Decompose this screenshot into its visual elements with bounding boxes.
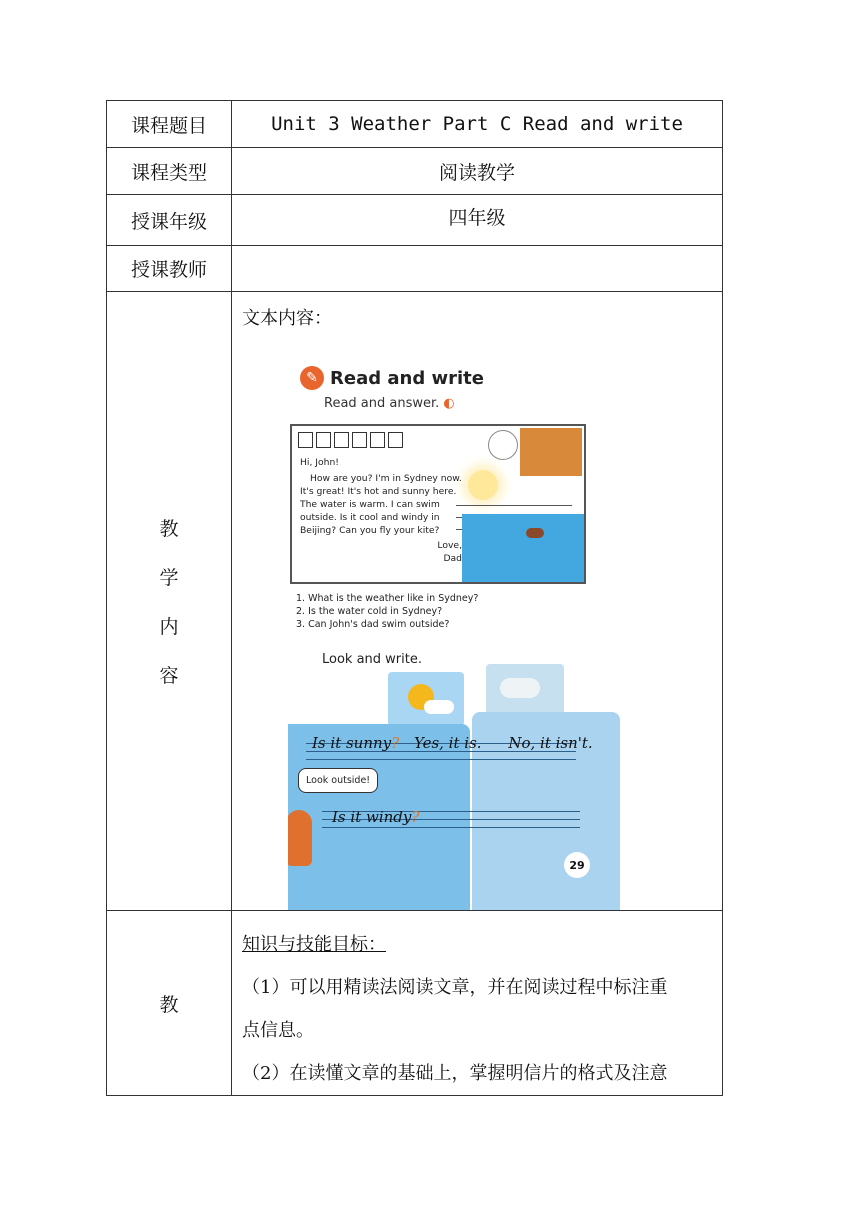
swimmer-icon bbox=[526, 528, 544, 538]
postmark-icon bbox=[488, 430, 518, 460]
label-course-title: 课程题目 bbox=[107, 101, 232, 148]
handwriting-question: Is it sunny bbox=[312, 734, 392, 752]
value-grade: 四年级 bbox=[232, 195, 723, 246]
value-course-title: Unit 3 Weather Part C Read and write bbox=[232, 101, 723, 148]
textbook-page-illustration bbox=[288, 354, 638, 910]
page-number: 29 bbox=[564, 852, 590, 878]
question-item: 1. What is the weather like in Sydney? bbox=[296, 593, 479, 604]
label-goals: 教 bbox=[107, 911, 232, 1096]
row-course-type bbox=[107, 148, 723, 195]
label-content-char: 容 bbox=[159, 665, 179, 687]
goal-line: 点信息。 bbox=[242, 1020, 314, 1041]
rain-cloud-icon bbox=[500, 678, 540, 698]
value-course-type: 阅读教学 bbox=[232, 148, 723, 195]
handwriting-no: No, it isn't. bbox=[508, 734, 593, 752]
label-content-char: 内 bbox=[159, 616, 179, 638]
question-list bbox=[296, 592, 478, 631]
row-content bbox=[107, 292, 723, 911]
look-and-write-heading: Look and write. bbox=[322, 652, 422, 667]
cloud-icon bbox=[424, 700, 454, 714]
postcard-closing: Love, bbox=[437, 540, 462, 551]
postcode-boxes bbox=[298, 432, 403, 448]
postcard-greeting: Hi, John! bbox=[300, 457, 339, 468]
kangaroo-stamp-icon bbox=[520, 428, 582, 476]
handwriting-line-1 bbox=[312, 734, 593, 752]
read-and-write-header bbox=[300, 366, 484, 390]
sea-illustration bbox=[462, 514, 584, 582]
row-course-title bbox=[107, 101, 723, 148]
handwriting-yes: Yes, it is. bbox=[413, 734, 482, 752]
postcard-letter bbox=[300, 456, 468, 565]
content-cell bbox=[232, 292, 723, 911]
handwriting-question: Is it windy bbox=[332, 808, 412, 826]
label-grade: 授课年级 bbox=[107, 195, 232, 246]
goals-text bbox=[232, 911, 722, 1095]
pencil-icon: ✎ bbox=[300, 366, 324, 390]
content-title: 文本内容： bbox=[242, 308, 332, 329]
row-goals bbox=[107, 911, 723, 1096]
goal-line: （1）可以用精读法阅读文章，并在阅读过程中标注重 bbox=[242, 977, 668, 998]
label-content bbox=[107, 292, 232, 911]
sunny-weather-card bbox=[388, 672, 464, 726]
book-subtitle bbox=[324, 396, 455, 411]
goals-cell bbox=[232, 911, 723, 1096]
question-mark: ? bbox=[411, 808, 420, 826]
row-teacher bbox=[107, 246, 723, 292]
postcard-signature: Dad bbox=[443, 553, 462, 564]
label-content-char: 学 bbox=[159, 567, 179, 589]
handwriting-line-2 bbox=[332, 808, 419, 826]
book-title: Read and write bbox=[330, 367, 484, 389]
book-subtitle-text: Read and answer. bbox=[324, 396, 440, 411]
speech-bubble: Look outside! bbox=[298, 768, 378, 793]
postcard-body: How are you? I'm in Sydney now. It's great! It's hot and sunny here. The water is warm. I can swim outside. Is it cool and windy in Beijing? Can you fly your kite? bbox=[300, 473, 462, 536]
value-teacher bbox=[232, 246, 723, 292]
question-item: 3. Can John's dad swim outside? bbox=[296, 619, 450, 630]
lesson-plan-table bbox=[106, 100, 723, 1096]
question-item: 2. Is the water cold in Sydney? bbox=[296, 606, 443, 617]
squirrel-icon bbox=[288, 810, 312, 866]
question-mark: ? bbox=[391, 734, 400, 752]
row-grade bbox=[107, 195, 723, 246]
label-teacher: 授课教师 bbox=[107, 246, 232, 292]
label-content-char: 教 bbox=[159, 518, 179, 540]
listen-icon: ◐ bbox=[443, 396, 455, 411]
goals-heading: 知识与技能目标： bbox=[242, 934, 386, 955]
label-course-type: 课程类型 bbox=[107, 148, 232, 195]
postcard bbox=[290, 424, 586, 584]
goal-line: （2）在读懂文章的基础上，掌握明信片的格式及注意 bbox=[242, 1063, 668, 1084]
